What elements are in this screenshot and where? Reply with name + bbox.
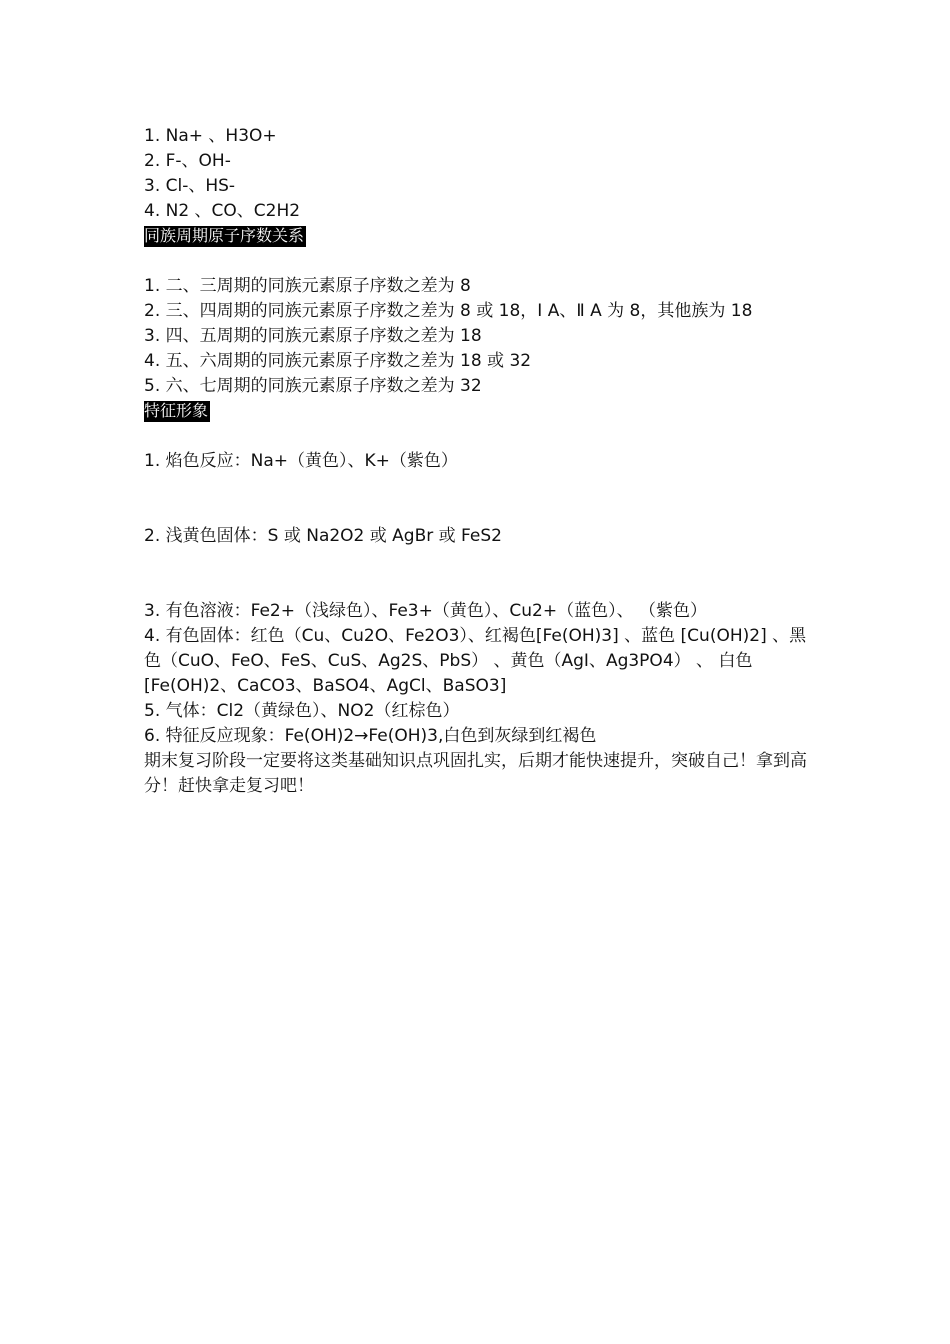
ion-list [144, 124, 814, 224]
document-body [144, 124, 814, 799]
spacer [144, 424, 814, 449]
list-item: 2. 浅黄色固体：S 或 Na2O2 或 AgBr 或 FeS2 [144, 526, 502, 546]
list-item: 4. 五、六周期的同族元素原子序数之差为 18 或 32 [144, 351, 532, 371]
list-item: 4. 有色固体：红色（Cu、Cu2O、Fe2O3）、红褐色[Fe(OH)3] 、蓝色 [Cu(OH)2] 、黑色（CuO、FeO、FeS、CuS、Ag2S、PbS） 、黄色（AgI、Ag3PO4） 、 白色[Fe(OH)2、CaCO3、BaSO4、AgCl、BaSO3] [144, 626, 807, 696]
closing-paragraph: 期末复习阶段一定要将这类基础知识点巩固扎实，后期才能快速提升，突破自己！拿到高分！赶快拿走复习吧！ [144, 751, 807, 796]
spacer [144, 249, 814, 274]
list-item: 1. 二、三周期的同族元素原子序数之差为 8 [144, 276, 471, 296]
section-heading-features: 特征形象 [144, 401, 209, 420]
list-item: 5. 六、七周期的同族元素原子序数之差为 32 [144, 376, 482, 396]
list-item: 6. 特征反应现象：Fe(OH)2→Fe(OH)3,白色到灰绿到红褐色 [144, 726, 597, 746]
section-heading-row [144, 224, 814, 249]
section-heading-row [144, 399, 814, 424]
spacer [144, 474, 814, 524]
list-item: 2. 三、四周期的同族元素原子序数之差为 8 或 18，Ⅰ A、Ⅱ A 为 8，其他族为 18 [144, 301, 753, 321]
list-item: 3. 有色溶液：Fe2+（浅绿色）、Fe3+（黄色）、Cu2+（蓝色）、 （紫色） [144, 601, 707, 621]
periodic-list [144, 274, 814, 399]
spacer [144, 549, 814, 599]
list-item: 3. 四、五周期的同族元素原子序数之差为 18 [144, 326, 482, 346]
list-item: 5. 气体：Cl2（黄绿色）、NO2（红棕色） [144, 701, 460, 721]
list-item: 1. Na+ 、H3O+ [144, 126, 277, 146]
list-item: 4. N2 、CO、C2H2 [144, 201, 301, 221]
list-item: 3. Cl-、HS- [144, 176, 236, 196]
list-item: 2. F-、OH- [144, 151, 231, 171]
section-heading-periodic: 同族周期原子序数关系 [144, 226, 305, 245]
list-item: 1. 焰色反应：Na+（黄色）、K+（紫色） [144, 451, 458, 471]
